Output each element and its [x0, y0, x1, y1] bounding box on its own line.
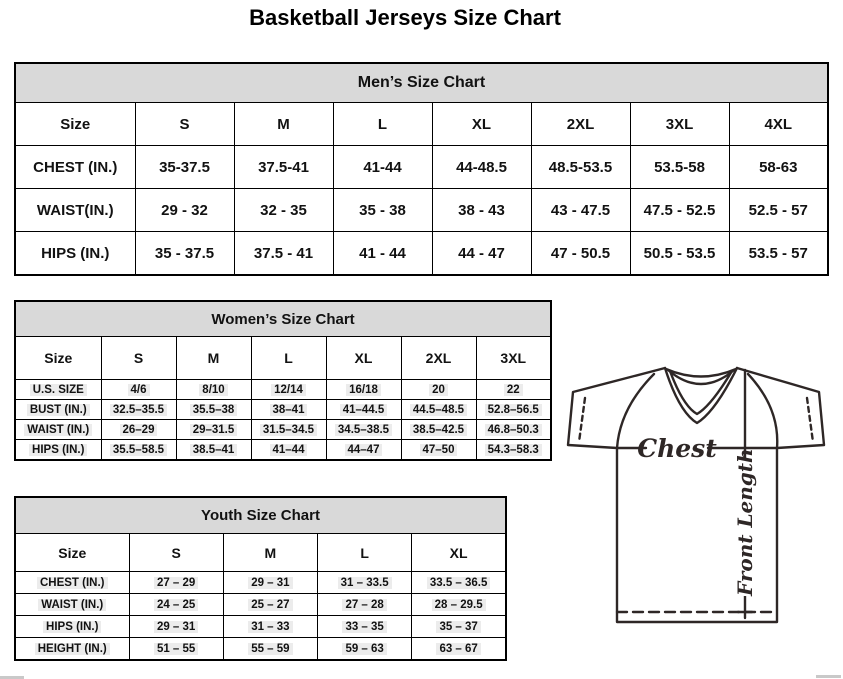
- cell-value: HIPS (IN.): [43, 621, 101, 633]
- row-header: [15, 440, 101, 461]
- cell-value: 25 – 27: [248, 599, 292, 611]
- youth-table-title: Youth Size Chart: [15, 497, 506, 534]
- cell-value: HIPS (IN.): [29, 444, 87, 456]
- row-header: [15, 420, 101, 440]
- table-cell: 43 - 47.5: [531, 189, 630, 232]
- row-header: WAIST(IN.): [15, 189, 135, 232]
- table-cell: [101, 380, 176, 400]
- table-cell: [176, 400, 251, 420]
- table-cell: 41-44: [333, 146, 432, 189]
- front-length-label: Front Length: [733, 448, 757, 596]
- table-cell: [129, 594, 223, 616]
- table-row: [15, 400, 551, 420]
- cell-value: 16/18: [346, 384, 381, 396]
- column-header: Size: [15, 337, 101, 380]
- table-cell: 35-37.5: [135, 146, 234, 189]
- cell-value: 31 – 33: [248, 621, 292, 633]
- table-cell: 47.5 - 52.5: [630, 189, 729, 232]
- table-cell: [412, 638, 506, 661]
- table-cell: [176, 380, 251, 400]
- cell-value: 27 – 28: [342, 599, 386, 611]
- cell-value: 28 – 29.5: [432, 599, 486, 611]
- table-cell: [101, 420, 176, 440]
- table-row: [15, 380, 551, 400]
- cell-value: CHEST (IN.): [37, 577, 108, 589]
- cell-value: 38.5–42.5: [410, 424, 467, 436]
- table-row: [15, 146, 828, 189]
- table-row: [15, 572, 506, 594]
- table-cell: 37.5-41: [234, 146, 333, 189]
- column-header: S: [101, 337, 176, 380]
- table-cell: 50.5 - 53.5: [630, 232, 729, 276]
- cell-value: 52.8–56.5: [485, 404, 542, 416]
- cell-value: 34.5–38.5: [335, 424, 392, 436]
- column-header: L: [251, 337, 326, 380]
- row-header: [15, 380, 101, 400]
- table-cell: [176, 420, 251, 440]
- cell-value: 29 – 31: [154, 621, 198, 633]
- table-cell: [101, 440, 176, 461]
- cell-value: BUST (IN.): [27, 404, 90, 416]
- cell-value: 24 – 25: [154, 599, 198, 611]
- table-cell: [476, 380, 551, 400]
- mens-size-table: [14, 62, 829, 276]
- cell-value: 41–44: [270, 444, 308, 456]
- cell-value: 20: [429, 384, 448, 396]
- table-cell: [326, 420, 401, 440]
- cell-value: 33.5 – 36.5: [427, 577, 491, 589]
- cell-value: 59 – 63: [342, 643, 386, 655]
- table-cell: [412, 594, 506, 616]
- table-cell: [476, 440, 551, 461]
- table-cell: [326, 400, 401, 420]
- cell-value: 35.5–58.5: [110, 444, 167, 456]
- left-cuff-dashed-seam: [579, 398, 585, 442]
- cell-value: WAIST (IN.): [38, 599, 106, 611]
- column-header: Size: [15, 534, 129, 572]
- column-header: XL: [432, 103, 531, 146]
- table-cell: [251, 440, 326, 461]
- row-header: CHEST (IN.): [15, 146, 135, 189]
- cell-value: 32.5–35.5: [110, 404, 167, 416]
- cell-value: 44–47: [345, 444, 383, 456]
- table-cell: [223, 638, 317, 661]
- table-cell: [129, 616, 223, 638]
- cell-value: 31.5–34.5: [260, 424, 317, 436]
- cell-value: WAIST (IN.): [24, 424, 92, 436]
- column-header: 2XL: [401, 337, 476, 380]
- table-cell: [318, 572, 412, 594]
- column-header: M: [234, 103, 333, 146]
- cell-value: 44.5–48.5: [410, 404, 467, 416]
- cell-value: 38–41: [270, 404, 308, 416]
- table-row: [15, 638, 506, 661]
- table-row: [15, 232, 828, 276]
- table-row: [15, 616, 506, 638]
- cell-value: HEIGHT (IN.): [35, 643, 110, 655]
- table-cell: [401, 380, 476, 400]
- cell-value: 33 – 35: [342, 621, 386, 633]
- table-cell: [223, 616, 317, 638]
- table-cell: [251, 380, 326, 400]
- table-cell: 35 - 37.5: [135, 232, 234, 276]
- chest-label: Chest: [637, 434, 717, 463]
- table-row: [15, 440, 551, 461]
- row-header: [15, 400, 101, 420]
- page-title: Basketball Jerseys Size Chart: [249, 5, 561, 30]
- row-header: [15, 638, 129, 661]
- row-header: [15, 572, 129, 594]
- table-cell: [223, 572, 317, 594]
- column-header: 3XL: [476, 337, 551, 380]
- mens-table-title: Men’s Size Chart: [15, 63, 828, 103]
- table-cell: [318, 638, 412, 661]
- cell-value: 4/6: [128, 384, 150, 396]
- row-header: HIPS (IN.): [15, 232, 135, 276]
- cell-value: 27 – 29: [154, 577, 198, 589]
- table-cell: [251, 420, 326, 440]
- table-cell: 35 - 38: [333, 189, 432, 232]
- table-cell: [401, 420, 476, 440]
- womens-size-table: [14, 300, 552, 461]
- table-cell: 44 - 47: [432, 232, 531, 276]
- womens-table-title: Women’s Size Chart: [15, 301, 551, 337]
- table-cell: [326, 440, 401, 461]
- column-header: S: [129, 534, 223, 572]
- jersey-diagram: [558, 360, 834, 628]
- column-header: 3XL: [630, 103, 729, 146]
- table-cell: 58-63: [729, 146, 828, 189]
- cell-value: 12/14: [271, 384, 306, 396]
- cell-value: 29–31.5: [190, 424, 238, 436]
- table-cell: [129, 638, 223, 661]
- table-row: [15, 420, 551, 440]
- table-cell: [476, 400, 551, 420]
- column-header: XL: [326, 337, 401, 380]
- table-cell: [101, 400, 176, 420]
- column-header: L: [318, 534, 412, 572]
- table-cell: [401, 440, 476, 461]
- youth-size-table: [14, 496, 507, 661]
- table-cell: [223, 594, 317, 616]
- column-header: L: [333, 103, 432, 146]
- cell-value: 63 – 67: [436, 643, 480, 655]
- table-cell: 48.5-53.5: [531, 146, 630, 189]
- scrollbar-right-fragment[interactable]: [816, 675, 841, 678]
- column-header: XL: [412, 534, 506, 572]
- right-cuff-dashed-seam: [807, 398, 813, 442]
- jersey-outline: [568, 368, 824, 622]
- table-cell: 37.5 - 41: [234, 232, 333, 276]
- table-cell: [176, 440, 251, 461]
- row-header: [15, 616, 129, 638]
- table-cell: 38 - 43: [432, 189, 531, 232]
- table-cell: 47 - 50.5: [531, 232, 630, 276]
- table-cell: [412, 616, 506, 638]
- table-cell: 53.5-58: [630, 146, 729, 189]
- column-header: Size: [15, 103, 135, 146]
- cell-value: 47–50: [420, 444, 458, 456]
- cell-value: 51 – 55: [154, 643, 198, 655]
- table-cell: [476, 420, 551, 440]
- cell-value: 35.5–38: [190, 404, 238, 416]
- cell-value: 35 – 37: [436, 621, 480, 633]
- cell-value: 26–29: [120, 424, 158, 436]
- table-cell: [318, 616, 412, 638]
- column-header: M: [176, 337, 251, 380]
- row-header: [15, 594, 129, 616]
- table-cell: 52.5 - 57: [729, 189, 828, 232]
- table-cell: [326, 380, 401, 400]
- cell-value: 38.5–41: [190, 444, 238, 456]
- cell-value: 46.8–50.3: [485, 424, 542, 436]
- cell-value: 22: [504, 384, 523, 396]
- table-cell: 32 - 35: [234, 189, 333, 232]
- table-cell: 53.5 - 57: [729, 232, 828, 276]
- table-cell: [129, 572, 223, 594]
- table-cell: 41 - 44: [333, 232, 432, 276]
- right-armhole-seam: [748, 374, 777, 448]
- cell-value: 31 – 33.5: [338, 577, 392, 589]
- table-cell: [251, 400, 326, 420]
- table-cell: [412, 572, 506, 594]
- table-row: [15, 189, 828, 232]
- table-cell: 29 - 32: [135, 189, 234, 232]
- table-cell: [318, 594, 412, 616]
- table-row: [15, 594, 506, 616]
- column-header: 4XL: [729, 103, 828, 146]
- cell-value: 54.3–58.3: [485, 444, 542, 456]
- cell-value: 55 – 59: [248, 643, 292, 655]
- cell-value: 41–44.5: [340, 404, 388, 416]
- cell-value: 29 – 31: [248, 577, 292, 589]
- column-header: M: [223, 534, 317, 572]
- cell-value: 8/10: [199, 384, 227, 396]
- cell-value: U.S. SIZE: [30, 384, 87, 396]
- column-header: S: [135, 103, 234, 146]
- column-header: 2XL: [531, 103, 630, 146]
- table-cell: [401, 400, 476, 420]
- table-cell: 44-48.5: [432, 146, 531, 189]
